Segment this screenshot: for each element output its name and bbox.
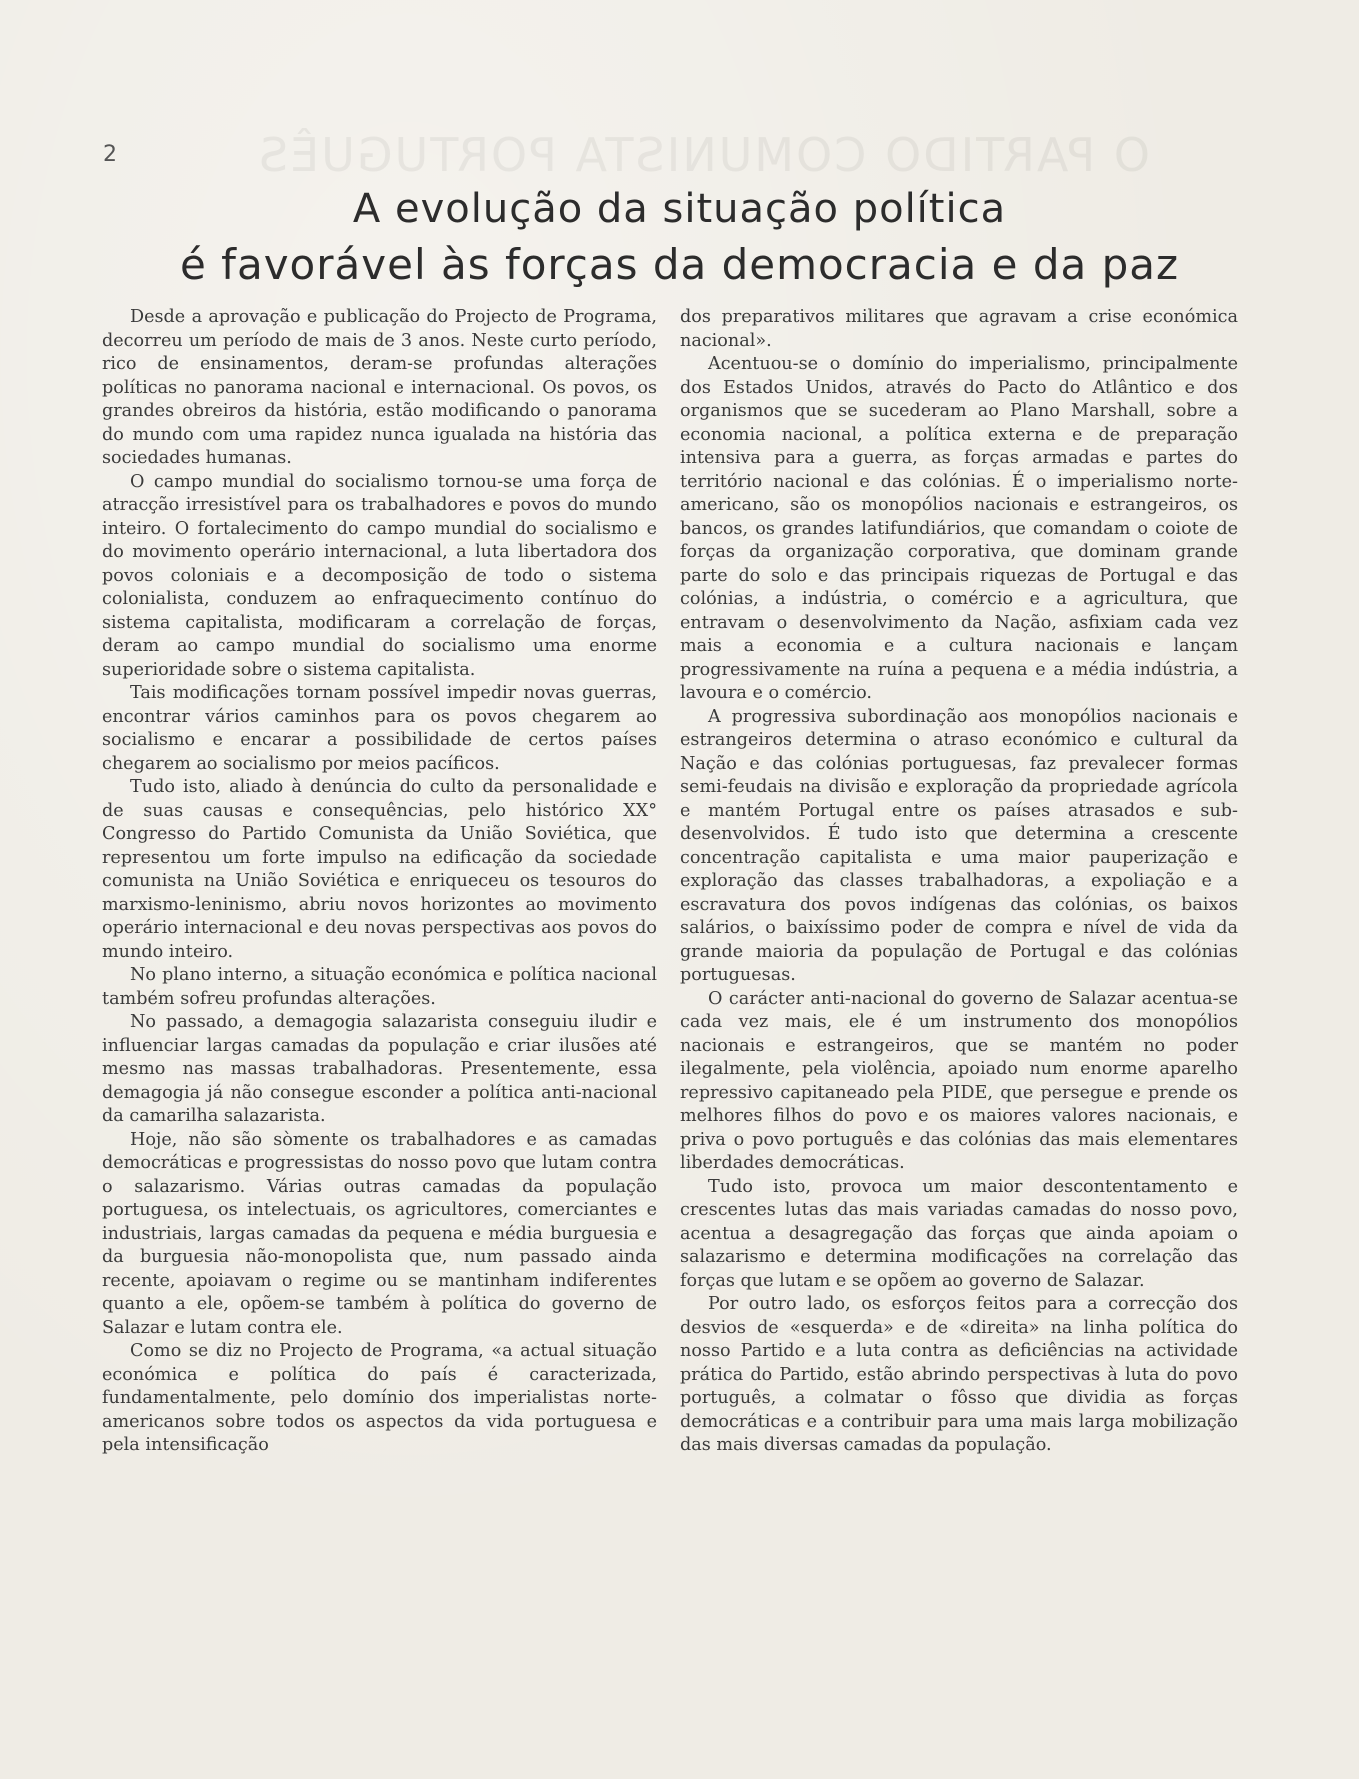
paragraph: A progressiva subordinação aos monopólios nacionais e estrangeiros determina o atraso económico e cultural da Nação e das colónias portuguesas, faz prevalecer formas semi-feudais na divisão e exploração da propriedade agrícola e mantém Portugal entre os países atrasados e sub-desenvolvidos. É tudo isto que determina a crescente concentração capitalista e uma maior pauperização e exploração das classes trabalhadoras, a expoliação e a escravatura dos povos indígenas das colónias, os baixos salários, o baixíssimo poder de compra e nível de vida da grande maioria da população de Portugal e das colónias portuguesas. [680,706,1238,985]
paragraph: Tudo isto, provoca um maior descontentamento e crescentes lutas das mais variadas camadas do nosso povo, acentua a desagregação das forças que ainda apoiam o salazarismo e determina modificações na correlação das forças que lutam e se opõem ao governo de Salazar. [680,1176,1238,1291]
paragraph: Tais modificações tornam possível impedir novas guerras, encontrar vários caminhos para os povos chegarem ao socialismo e encarar a possibilidade de certos países chegarem ao socialismo por meios pacíficos. [102,683,657,774]
headline-line-2: é favorável às forças da democracia e da paz [179,240,1180,289]
paragraph: O campo mundial do socialismo tornou-se uma força de atracção irresistível para os trabalhadores e povos do mundo inteiro. O fortalecimento do campo mundial do socialismo e do movimento operário internacional, a luta libertadora dos povos coloniais e a decomposição de todo o sistema colonialista, conduzem ao enfraquecimento contínuo do sistema capitalista, modificaram a correlação de forças, deram ao campo mundial do socialismo uma enorme superioridade sobre o sistema capitalista. [102,471,657,680]
paragraph: No plano interno, a situação económica e política nacional também sofreu profundas alterações. [102,965,657,1009]
left-column [102,306,657,1458]
page-number: 2 [103,142,117,167]
paragraph: Tudo isto, aliado à denúncia do culto da personalidade e de suas causas e consequências, pelo histórico XX° Congresso do Partido Comunista da União Soviética, que representou um forte impulso na edificação da sociedade comunista na União Soviética e enriqueceu os tesouros do marxismo-leninismo, abriu novos horizontes ao movimento operário internacional e deu novas perspectivas aos povos do mundo inteiro. [102,777,657,962]
paragraph: Hoje, não são sòmente os trabalhadores e as camadas democráticas e progressistas do nosso povo que lutam contra o salazarismo. Várias outras camadas da população portuguesa, os intelectuais, os agricultores, comerciantes e industriais, largas camadas da pequena e média burguesia e da burguesia não-monopolista que, num passado ainda recente, apoiavam o regime ou se mantinham indiferentes quanto a ele, opõem-se também à política do governo de Salazar e lutam contra ele. [102,1129,657,1338]
paragraph: Por outro lado, os esforços feitos para a correcção dos desvios de «esquerda» e de «direita» na linha política do nosso Partido e a luta contra as deficiências na actividade prática do Partido, estão abrindo perspectivas à luta do povo português, a colmatar o fôsso que dividia as forças democráticas e a contribuir para uma mais larga mobilização das mais diversas camadas da população. [680,1294,1238,1455]
paragraph: dos preparativos militares que agravam a crise económica nacional». [680,307,1238,351]
paragraph: Acentuou-se o domínio do imperialismo, principalmente dos Estados Unidos, através do Pacto do Atlântico e dos organismos que se sucederam ao Plano Marshall, sobre a economia nacional, a política externa e de preparação intensiva para a guerra, as forças armadas e partes do território nacional e das colónias. É o imperialismo norte-americano, são os monopólios nacionais e estrangeiros, os bancos, os grandes latifundiários, que comandam o coiote de forças da organização corporativa, que dominam grande parte do solo e das principais riquezas de Portugal e das colónias, a indústria, o comércio e a agricultura, que entravam o desenvolvimento da Nação, asfixiam cada vez mais a economia e a cultura nacionais e lançam progressivamente na ruína a pequena e a média indústria, a lavoura e o comércio. [680,354,1238,703]
right-column [680,306,1238,1458]
headline-line-1: A evolução da situação política [352,186,1007,232]
paragraph: O carácter anti-nacional do governo de Salazar acentua-se cada vez mais, ele é um instrumento dos monopólios nacionais e estrangeiros, que se mantém no poder ilegalmente, pela violência, apoiado num enorme aparelho repressivo capitaneado pela PIDE, que persegue e prende os melhores filhos do povo e os maiores valores nacionais, e priva o povo português e das colónias das mais elementares liberdades democráticas. [680,988,1238,1173]
paragraph: No passado, a demagogia salazarista conseguiu iludir e influenciar largas camadas da população e criar ilusões até mesmo nas massas trabalhadoras. Presentemente, essa demagogia já não consegue esconder a política anti-nacional da camarilha salazarista. [102,1012,657,1126]
paragraph: Como se diz no Projecto de Programa, «a actual situação económica e política do país é caracterizada, fundamentalmente, pelo domínio dos imperialistas norte-americanos sobre todos os aspectos da vida portuguesa e pela intensificação [102,1341,657,1455]
paragraph: Desde a aprovação e publicação do Projecto de Programa, decorreu um período de mais de 3 anos. Neste curto período, rico de ensinamentos, deram-se profundas alterações políticas no panorama nacional e internacional. Os povos, os grandes obreiros da história, estão modificando o panorama do mundo com uma rapidez nunca igualada na história das sociedades humanas. [102,307,657,468]
bleed-through-text: O PARTIDO COMUNISTA PORTUGUÊS [256,128,1150,182]
